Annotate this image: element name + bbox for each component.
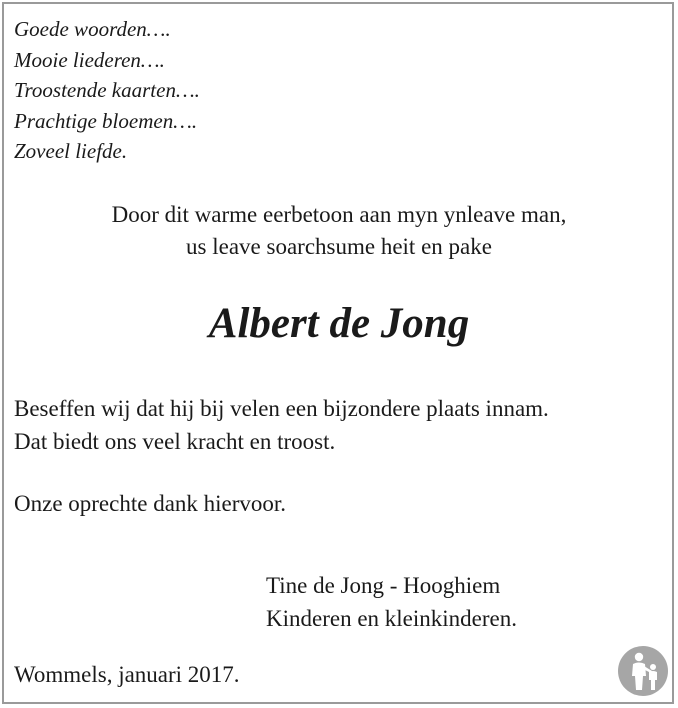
thanks-text: Onze oprechte dank hiervoor. — [14, 491, 287, 516]
intro-text — [0, 199, 678, 263]
poem-line-4: Prachtige bloemen…. — [14, 108, 198, 133]
body-line-2: Dat biedt ons veel kracht en troost. — [14, 428, 336, 454]
place-date: Wommels, januari 2017. — [14, 662, 240, 687]
poem-line-3: Troostende kaarten…. — [14, 78, 200, 102]
signer-line-2: Kinderen en kleinkinderen. — [266, 605, 517, 631]
deceased-name: Albert de Jong — [208, 300, 470, 347]
mourning-figure-icon[interactable] — [617, 645, 669, 697]
intro-line-2: us leave soarchsume heit en pake — [186, 234, 492, 259]
poem-line-5: Zoveel liefde. — [14, 139, 128, 163]
poem-line-1: Goede woorden…. — [14, 17, 171, 41]
poem-line-2: Mooie liederen…. — [14, 47, 165, 72]
body-line-1: Beseffen wij dat hij bij velen een bijzondere plaats innam. — [14, 396, 549, 421]
poem — [14, 14, 200, 167]
signers — [266, 570, 517, 635]
body-text — [14, 393, 549, 458]
intro-line-1: Door dit warme eerbetoon aan myn ynleave man, — [111, 202, 567, 227]
signer-line-1: Tine de Jong - Hooghiem — [266, 573, 501, 598]
